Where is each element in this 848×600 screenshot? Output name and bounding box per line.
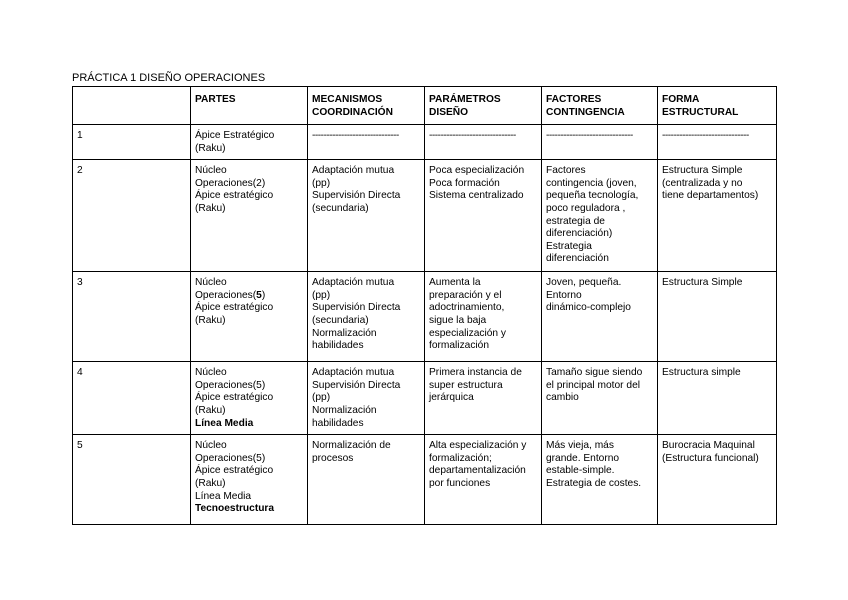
document-title: PRÁCTICA 1 DISEÑO OPERACIONES <box>72 72 266 84</box>
parametros-line: Primera instancia de <box>429 367 522 379</box>
factores-line: estrategia de <box>546 215 605 227</box>
partes-line <box>195 190 303 203</box>
partes-text: Operaciones( <box>195 289 257 301</box>
dash-placeholder: ------------------------------ <box>662 130 749 141</box>
partes-line <box>195 143 303 156</box>
forma-cell <box>658 160 777 272</box>
mecanismos-line: (secundaria) <box>312 314 369 326</box>
row-number-cell <box>73 435 191 525</box>
partes-line <box>195 380 303 393</box>
mecanismos-line: Supervisión Directa <box>312 379 401 391</box>
parametros-cell <box>425 435 542 525</box>
forma-line: Estructura Simple <box>662 165 743 177</box>
partes-text: Ápice estratégico <box>195 465 274 477</box>
forma-cell <box>658 272 777 362</box>
mecanismos-cell <box>308 362 425 435</box>
table-row <box>73 160 777 272</box>
mecanismos-line: Adaptación mutua <box>312 165 395 177</box>
forma-cell <box>658 435 777 525</box>
partes-text: Ápice Estratégico <box>195 130 275 141</box>
partes-text: (Raku) <box>195 142 226 154</box>
header-text-line: MECANISMOS <box>312 94 383 105</box>
header-text-line: PARÁMETROS <box>429 94 501 105</box>
mecanismos-line: Normalización <box>312 327 377 339</box>
header-factores <box>542 87 658 125</box>
parametros-line: sigue la baja <box>429 314 487 326</box>
header-partes <box>191 87 308 125</box>
factores-cell <box>542 272 658 362</box>
factores-line: diferenciación <box>546 253 609 265</box>
parametros-line: Poca formación <box>429 177 500 189</box>
parametros-line: Sistema centralizado <box>429 190 524 202</box>
parametros-line: formalización <box>429 340 490 352</box>
mecanismos-cell <box>308 435 425 525</box>
table-body <box>73 125 777 525</box>
header-text-line: FORMA <box>662 94 700 105</box>
dash-placeholder: ------------------------------ <box>429 130 516 141</box>
partes-text: Operaciones(5) <box>195 452 266 464</box>
factores-cell <box>542 160 658 272</box>
partes-line <box>195 165 303 178</box>
partes-text: Ápice estratégico <box>195 302 274 314</box>
factores-line: el principal motor del <box>546 379 640 391</box>
header-blank <box>73 87 191 125</box>
partes-line <box>195 130 303 143</box>
header-text-line: COORDINACIÓN <box>312 106 393 118</box>
header-parametros <box>425 87 542 125</box>
factores-line: Más vieja, más <box>546 440 614 452</box>
parametros-line: Alta especialización y <box>429 440 527 452</box>
mecanismos-line: Normalización de <box>312 440 391 452</box>
dash-placeholder: ------------------------------ <box>312 130 399 141</box>
header-row <box>73 87 777 125</box>
partes-line <box>195 277 303 290</box>
parametros-line: Aumenta la <box>429 277 481 289</box>
parametros-line: departamentalización <box>429 465 526 477</box>
factores-line: Entorno <box>546 289 582 301</box>
mecanismos-line: procesos <box>312 452 354 464</box>
factores-cell <box>542 362 658 435</box>
factores-line: Estrategia <box>546 240 592 252</box>
row-number-cell <box>73 125 191 160</box>
parametros-cell <box>425 125 542 160</box>
factores-line: dinámico-complejo <box>546 302 631 314</box>
factores-line: Joven, pequeña. <box>546 277 622 289</box>
mecanismos-line: habilidades <box>312 340 364 352</box>
partes-text: Línea Media <box>195 417 254 429</box>
partes-text: Núcleo <box>195 165 227 177</box>
partes-text: Núcleo <box>195 277 227 289</box>
partes-line <box>195 302 303 315</box>
parametros-cell <box>425 160 542 272</box>
row-number: 5 <box>77 440 83 452</box>
factores-line: cambio <box>546 392 579 404</box>
partes-line <box>195 418 303 431</box>
partes-text: Línea Media <box>195 490 252 502</box>
header-forma <box>658 87 777 125</box>
row-number-cell <box>73 362 191 435</box>
mecanismos-line: (pp) <box>312 392 331 404</box>
partes-text: (Raku) <box>195 314 226 326</box>
parametros-line: especialización y <box>429 327 507 339</box>
mecanismos-line: Supervisión Directa <box>312 190 401 202</box>
row-number: 2 <box>77 165 83 177</box>
mecanismos-cell <box>308 160 425 272</box>
mecanismos-cell <box>308 272 425 362</box>
parametros-line: por funciones <box>429 477 491 489</box>
factores-line: Factores <box>546 165 586 177</box>
parametros-line: jerárquica <box>429 392 474 404</box>
partes-line <box>195 453 303 466</box>
partes-text: Núcleo <box>195 440 227 452</box>
mecanismos-line: Adaptación mutua <box>312 277 395 289</box>
table-row <box>73 125 777 160</box>
forma-line: Estructura simple <box>662 367 741 379</box>
partes-line <box>195 405 303 418</box>
partes-text: Tecnoestructura <box>195 503 275 515</box>
factores-line: diferenciación) <box>546 228 613 240</box>
row-number: 1 <box>77 130 83 141</box>
forma-line: (Estructura funcional) <box>662 452 759 464</box>
forma-line: tiene departamentos) <box>662 190 759 202</box>
partes-cell <box>191 362 308 435</box>
mecanismos-line: habilidades <box>312 417 364 429</box>
header-text-line: ESTRUCTURAL <box>662 106 739 118</box>
table-row <box>73 362 777 435</box>
partes-line <box>195 503 303 516</box>
partes-line <box>195 290 303 303</box>
partes-after-text: ) <box>261 289 266 301</box>
mecanismos-cell <box>308 125 425 160</box>
parametros-line: preparación y el <box>429 289 502 301</box>
factores-line: grande. Entorno <box>546 452 620 464</box>
partes-text: Ápice estratégico <box>195 190 274 202</box>
factores-cell <box>542 435 658 525</box>
partes-cell <box>191 125 308 160</box>
partes-text: Operaciones(5) <box>195 379 266 391</box>
partes-text: (Raku) <box>195 202 226 214</box>
partes-text: (Raku) <box>195 477 226 489</box>
parametros-line: adoctrinamiento, <box>429 302 505 314</box>
partes-cell <box>191 272 308 362</box>
forma-line: (centralizada y no <box>662 177 743 189</box>
parametros-line: Poca especialización <box>429 165 525 177</box>
partes-line <box>195 478 303 491</box>
forma-line: Burocracia Maquinal <box>662 440 755 452</box>
partes-text: Operaciones(2) <box>195 177 266 189</box>
row-number-cell <box>73 272 191 362</box>
forma-line: Estructura Simple <box>662 277 743 289</box>
header-text-line: FACTORES <box>546 94 602 105</box>
forma-cell <box>658 362 777 435</box>
header-text-line: PARTES <box>195 94 236 105</box>
header-text-line: DISEÑO <box>429 106 469 118</box>
header-mecanismos <box>308 87 425 125</box>
partes-line <box>195 440 303 453</box>
parametros-line: formalización; <box>429 452 492 464</box>
forma-cell <box>658 125 777 160</box>
partes-text: Ápice estratégico <box>195 392 274 404</box>
partes-line <box>195 178 303 191</box>
partes-line <box>195 392 303 405</box>
header-text-line: CONTINGENCIA <box>546 106 625 118</box>
partes-line <box>195 315 303 328</box>
factores-line: Tamaño sigue siendo <box>546 367 643 379</box>
mecanismos-line: (pp) <box>312 177 331 189</box>
mecanismos-line: (secundaria) <box>312 202 369 214</box>
mecanismos-line: (pp) <box>312 289 331 301</box>
partes-bold-text: 5 <box>256 289 262 301</box>
factores-cell <box>542 125 658 160</box>
partes-text: Núcleo <box>195 367 227 379</box>
partes-line <box>195 491 303 504</box>
dash-placeholder: ------------------------------ <box>546 130 633 141</box>
mecanismos-line: Adaptación mutua <box>312 367 395 379</box>
table-row <box>73 435 777 525</box>
factores-line: Estrategia de costes. <box>546 477 642 489</box>
mecanismos-line: Supervisión Directa <box>312 302 401 314</box>
factores-line: estable-simple. <box>546 465 615 477</box>
factores-line: contingencia (joven, <box>546 177 637 189</box>
parametros-cell <box>425 362 542 435</box>
partes-cell <box>191 160 308 272</box>
table-row <box>73 272 777 362</box>
partes-cell <box>191 435 308 525</box>
partes-text: (Raku) <box>195 404 226 416</box>
parametros-cell <box>425 272 542 362</box>
operations-design-table <box>72 86 777 525</box>
partes-line <box>195 203 303 216</box>
parametros-line: super estructura <box>429 379 503 391</box>
partes-line <box>195 367 303 380</box>
factores-line: pequeña tecnología, <box>546 190 639 202</box>
partes-line <box>195 465 303 478</box>
row-number: 4 <box>77 367 83 379</box>
factores-line: poco reguladora , <box>546 202 626 214</box>
row-number-cell <box>73 160 191 272</box>
mecanismos-line: Normalización <box>312 404 377 416</box>
row-number: 3 <box>77 277 83 289</box>
